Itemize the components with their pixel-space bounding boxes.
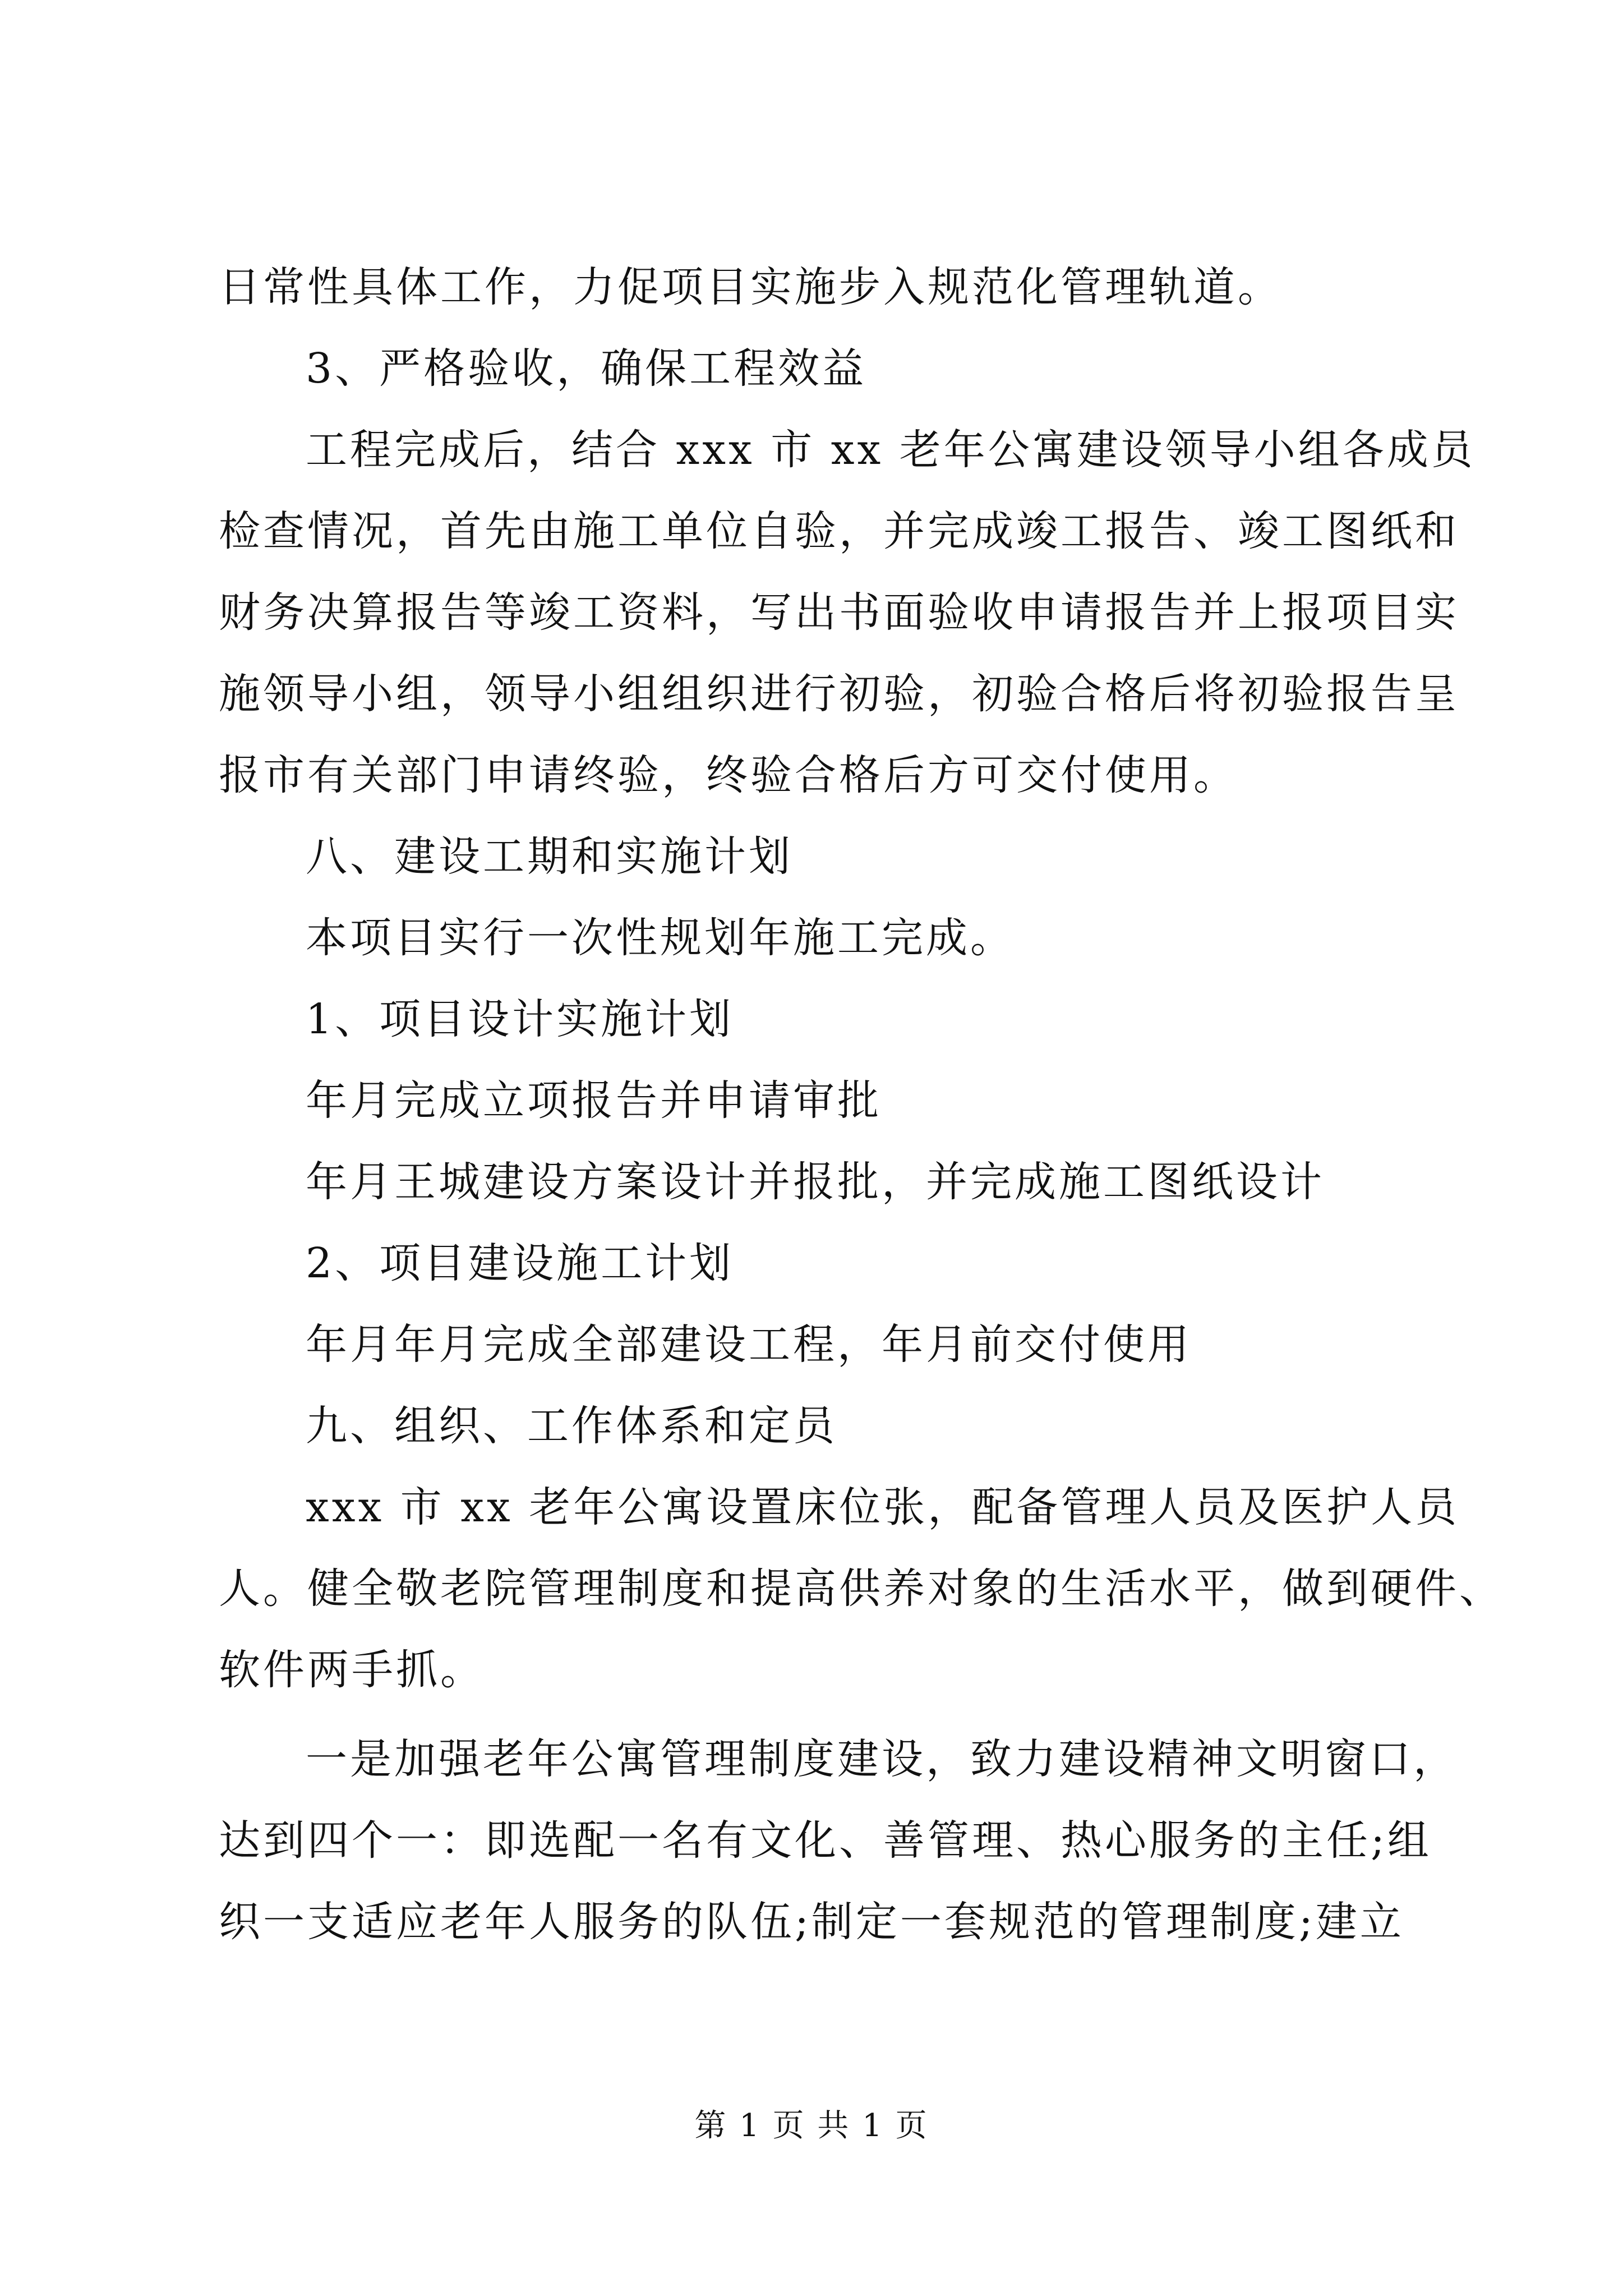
paragraph-line: xxx 市 xx 老年公寓设置床位张，配备管理人员及医护人员 xyxy=(306,1483,1460,1531)
paragraph-line: 工程完成后，结合 xxx 市 xx 老年公寓建设领导小组各成员 xyxy=(306,426,1476,474)
paragraph-line: 织一支适应老年人服务的队伍;制定一套规范的管理制度;建立 xyxy=(219,1898,1404,1946)
section-heading: 八、建设工期和实施计划 xyxy=(306,832,793,881)
paragraph-line: 报市有关部门申请终验，终验合格后方可交付使用。 xyxy=(219,751,1238,799)
paragraph-line: 年月王城建设方案设计并报批，并完成施工图纸设计 xyxy=(306,1158,1325,1206)
page-footer xyxy=(0,2101,1623,2146)
paragraph-line: 年月完成立项报告并申请审批 xyxy=(306,1076,882,1125)
paragraph-line: 一是加强老年公寓管理制度建设，致力建设精神文明窗口， xyxy=(306,1735,1458,1783)
section-heading: 2、项目建设施工计划 xyxy=(306,1239,734,1287)
paragraph-line: 施领导小组，领导小组组织进行初验，初验合格后将初验报告呈 xyxy=(219,670,1459,718)
paragraph-line: 检查情况，首先由施工单位自验，并完成竣工报告、竣工图纸和 xyxy=(219,507,1459,555)
paragraph-line: 年月年月完成全部建设工程，年月前交付使用 xyxy=(306,1320,1192,1369)
paragraph-line: 达到四个一：即选配一名有文化、善管理、热心服务的主任;组 xyxy=(219,1816,1432,1865)
page-number-label: 第 1 页 共 1 页 xyxy=(694,2108,929,2144)
section-heading: 3、严格验收，确保工程效益 xyxy=(306,344,867,393)
paragraph-line: 日常性具体工作，力促项目实施步入规范化管理轨道。 xyxy=(219,263,1282,311)
paragraph-line: 财务决算报告等竣工资料，写出书面验收申请报告并上报项目实 xyxy=(219,588,1459,637)
section-heading: 1、项目设计实施计划 xyxy=(306,995,734,1043)
paragraph-line: 本项目实行一次性规划年施工完成。 xyxy=(306,914,1015,962)
section-heading: 九、组织、工作体系和定员 xyxy=(306,1402,837,1450)
paragraph-line: 人。健全敬老院管理制度和提高供养对象的生活水平，做到硬件、 xyxy=(219,1565,1504,1613)
document-body xyxy=(219,247,1504,1963)
paragraph-line: 软件两手抓。 xyxy=(219,1646,485,1694)
